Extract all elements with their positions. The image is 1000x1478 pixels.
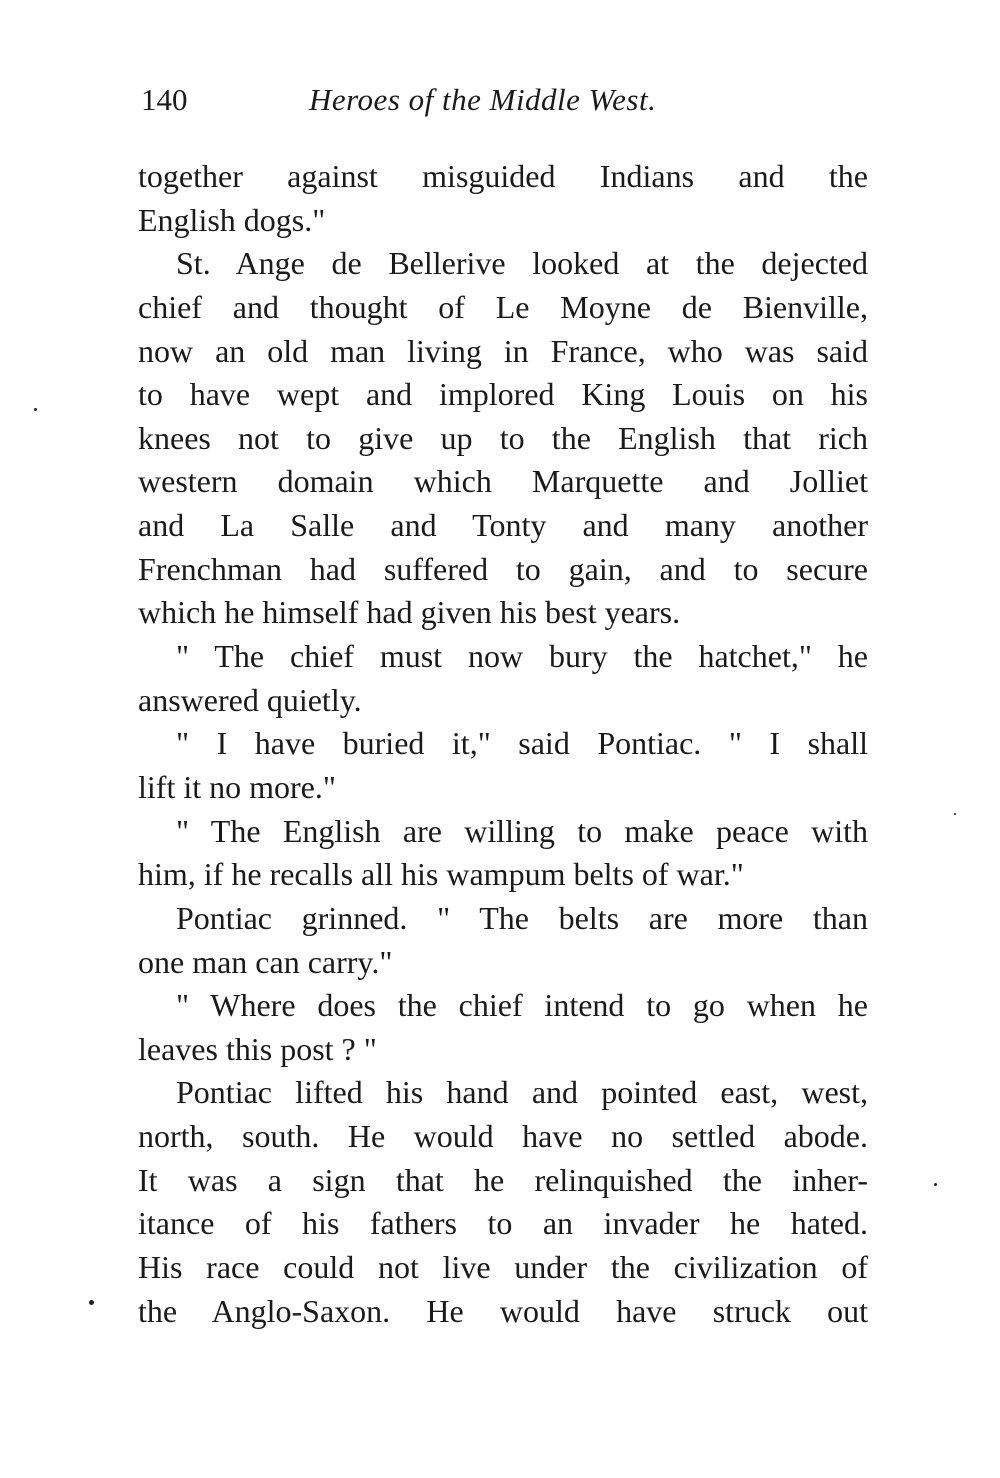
body-text	[138, 155, 868, 1333]
print-speck	[954, 813, 956, 815]
text-line: north, south. He would have no settled abode.	[138, 1118, 868, 1155]
text-line: knees not to give up to the English that rich	[138, 419, 868, 456]
print-speck	[934, 1183, 937, 1186]
text-line: itance of his fathers to an invader he hated.	[138, 1205, 868, 1242]
print-speck	[89, 1300, 94, 1305]
text-line: " The chief must now bury the hatchet," he	[176, 638, 868, 675]
text-line: and La Salle and Tonty and many another	[138, 507, 868, 544]
text-line: now an old man living in France, who was said	[138, 332, 868, 369]
text-line: leaves this post ? "	[138, 1030, 377, 1067]
book-title: Heroes of the Middle West.	[309, 82, 657, 117]
text-line: St. Ange de Bellerive looked at the dejected	[176, 245, 868, 282]
text-line: Frenchman had suffered to gain, and to secure	[138, 550, 868, 587]
text-line: to have wept and implored King Louis on his	[138, 376, 868, 413]
page-number: 140	[141, 82, 188, 117]
text-line: western domain which Marquette and Jolliet	[138, 463, 868, 500]
text-line: chief and thought of Le Moyne de Bienville,	[138, 288, 868, 325]
running-head	[141, 78, 871, 122]
text-line: Pontiac grinned. " The belts are more than	[176, 899, 868, 936]
text-line: answered quietly.	[138, 681, 362, 718]
text-line: lift it no more."	[138, 768, 336, 805]
text-line: " The English are willing to make peace with	[176, 812, 868, 849]
text-line: the Anglo-Saxon. He would have struck out	[138, 1292, 868, 1329]
text-line: together against misguided Indians and the	[138, 158, 868, 194]
text-line: which he himself had given his best years.	[138, 594, 681, 631]
text-line: " I have buried it," said Pontiac. " I shall	[176, 725, 868, 762]
text-line: His race could not live under the civilization of	[138, 1249, 868, 1286]
text-line: one man can carry."	[138, 943, 393, 980]
print-speck	[34, 408, 37, 411]
text-line: It was a sign that he relinquished the inher-	[138, 1161, 868, 1198]
text-line: " Where does the chief intend to go when he	[176, 987, 868, 1024]
text-line: English dogs."	[138, 201, 326, 238]
text-line: him, if he recalls all his wampum belts of war."	[138, 856, 744, 893]
text-line: Pontiac lifted his hand and pointed east, west,	[176, 1074, 868, 1111]
